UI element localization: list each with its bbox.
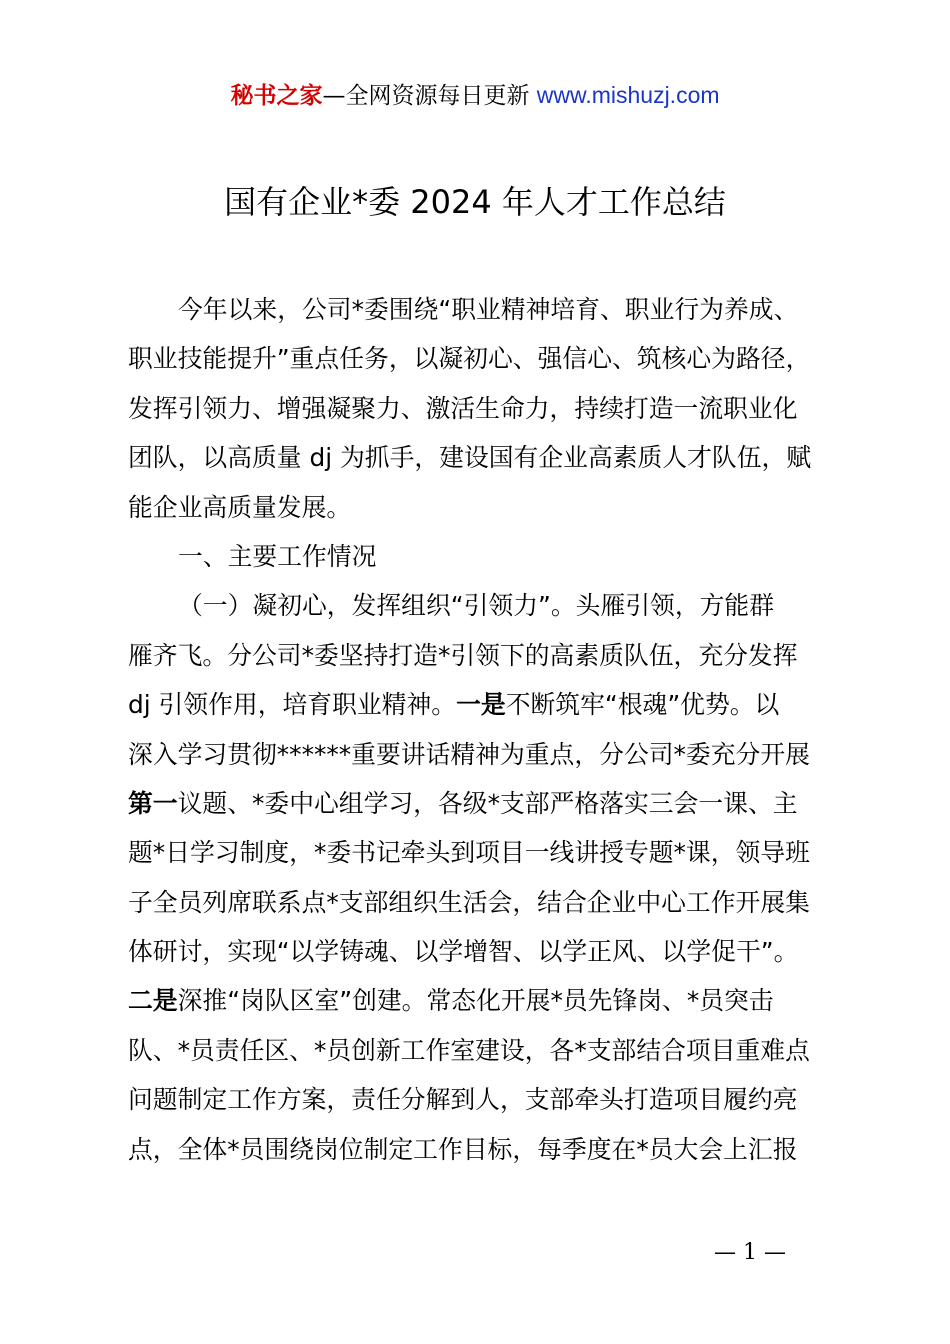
- paragraph-line: 能企业高质量发展。: [128, 492, 352, 522]
- line-text: 议题、*委中心组学习，各级*支部严格落实三会一课、主: [177, 788, 798, 818]
- emphasis-text: 第一: [128, 788, 178, 818]
- paragraph-line: [128, 976, 833, 1025]
- paragraph-line: 深入学习贯彻******重要讲话精神为重点，分公司*委充分开展: [128, 739, 810, 769]
- line-text: dj 引领作用，培育职业精神。: [128, 690, 457, 720]
- paragraph-line: [128, 779, 833, 828]
- page-number: — 1 —: [714, 1240, 786, 1265]
- paragraph-line: 问题制定工作方案，责任分解到人，支部牵头打造项目履约亮: [128, 1085, 798, 1115]
- site-url[interactable]: www.mishuzj.com: [536, 82, 720, 108]
- paragraph-line: 体研讨，实现“以学铸魂、以学增智、以学正风、以学促干”。: [128, 937, 799, 967]
- paragraph-line: 今年以来，公司*委围绕“职业精神培育、职业行为养成、: [178, 295, 799, 324]
- emphasis-text: 一是: [456, 690, 506, 720]
- brand-name: 秘书之家: [230, 83, 323, 109]
- paragraph-line: [128, 680, 833, 729]
- site-header: [0, 80, 950, 111]
- emphasis-text: 二是: [128, 986, 178, 1016]
- line-text: 深推“岗队区室”创建。常态化开展*员先锋岗、*员突击: [177, 986, 774, 1016]
- paragraph-line: 队、*员责任区、*员创新工作室建设，各*支部结合项目重难点: [128, 1035, 810, 1065]
- line-text: 不断筑牢“根魂”优势。以: [505, 690, 780, 720]
- paragraph-line: 发挥引领力、增强凝聚力、激活生命力，持续打造一流职业化: [128, 393, 798, 423]
- document-title: 国有企业*委 2024 年人才工作总结: [224, 183, 726, 221]
- section-heading: 一、主要工作情况: [178, 541, 377, 571]
- document-body: [128, 285, 833, 1174]
- paragraph-line: （一）凝初心，发挥组织“引领力”。头雁引领，方能群: [178, 591, 775, 621]
- paragraph-line: 题*日学习制度，*委书记牵头到项目一线讲授专题*课，领导班: [128, 838, 810, 868]
- paragraph-line: 职业技能提升”重点任务，以凝初心、强信心、筑核心为路径，: [128, 344, 811, 374]
- paragraph-line: 雁齐飞。分公司*委坚持打造*引领下的高素质队伍，充分发挥: [128, 640, 798, 670]
- paragraph-line: 点，全体*员围绕岗位制定工作目标，每季度在*员大会上汇报: [128, 1134, 798, 1164]
- paragraph-line: 团队，以高质量 dj 为抓手，建设国有企业高素质人才队伍，赋: [128, 443, 812, 473]
- header-tagline: —全网资源每日更新: [322, 83, 537, 109]
- paragraph-line: 子全员列席联系点*支部组织生活会，结合企业中心工作开展集: [128, 887, 810, 917]
